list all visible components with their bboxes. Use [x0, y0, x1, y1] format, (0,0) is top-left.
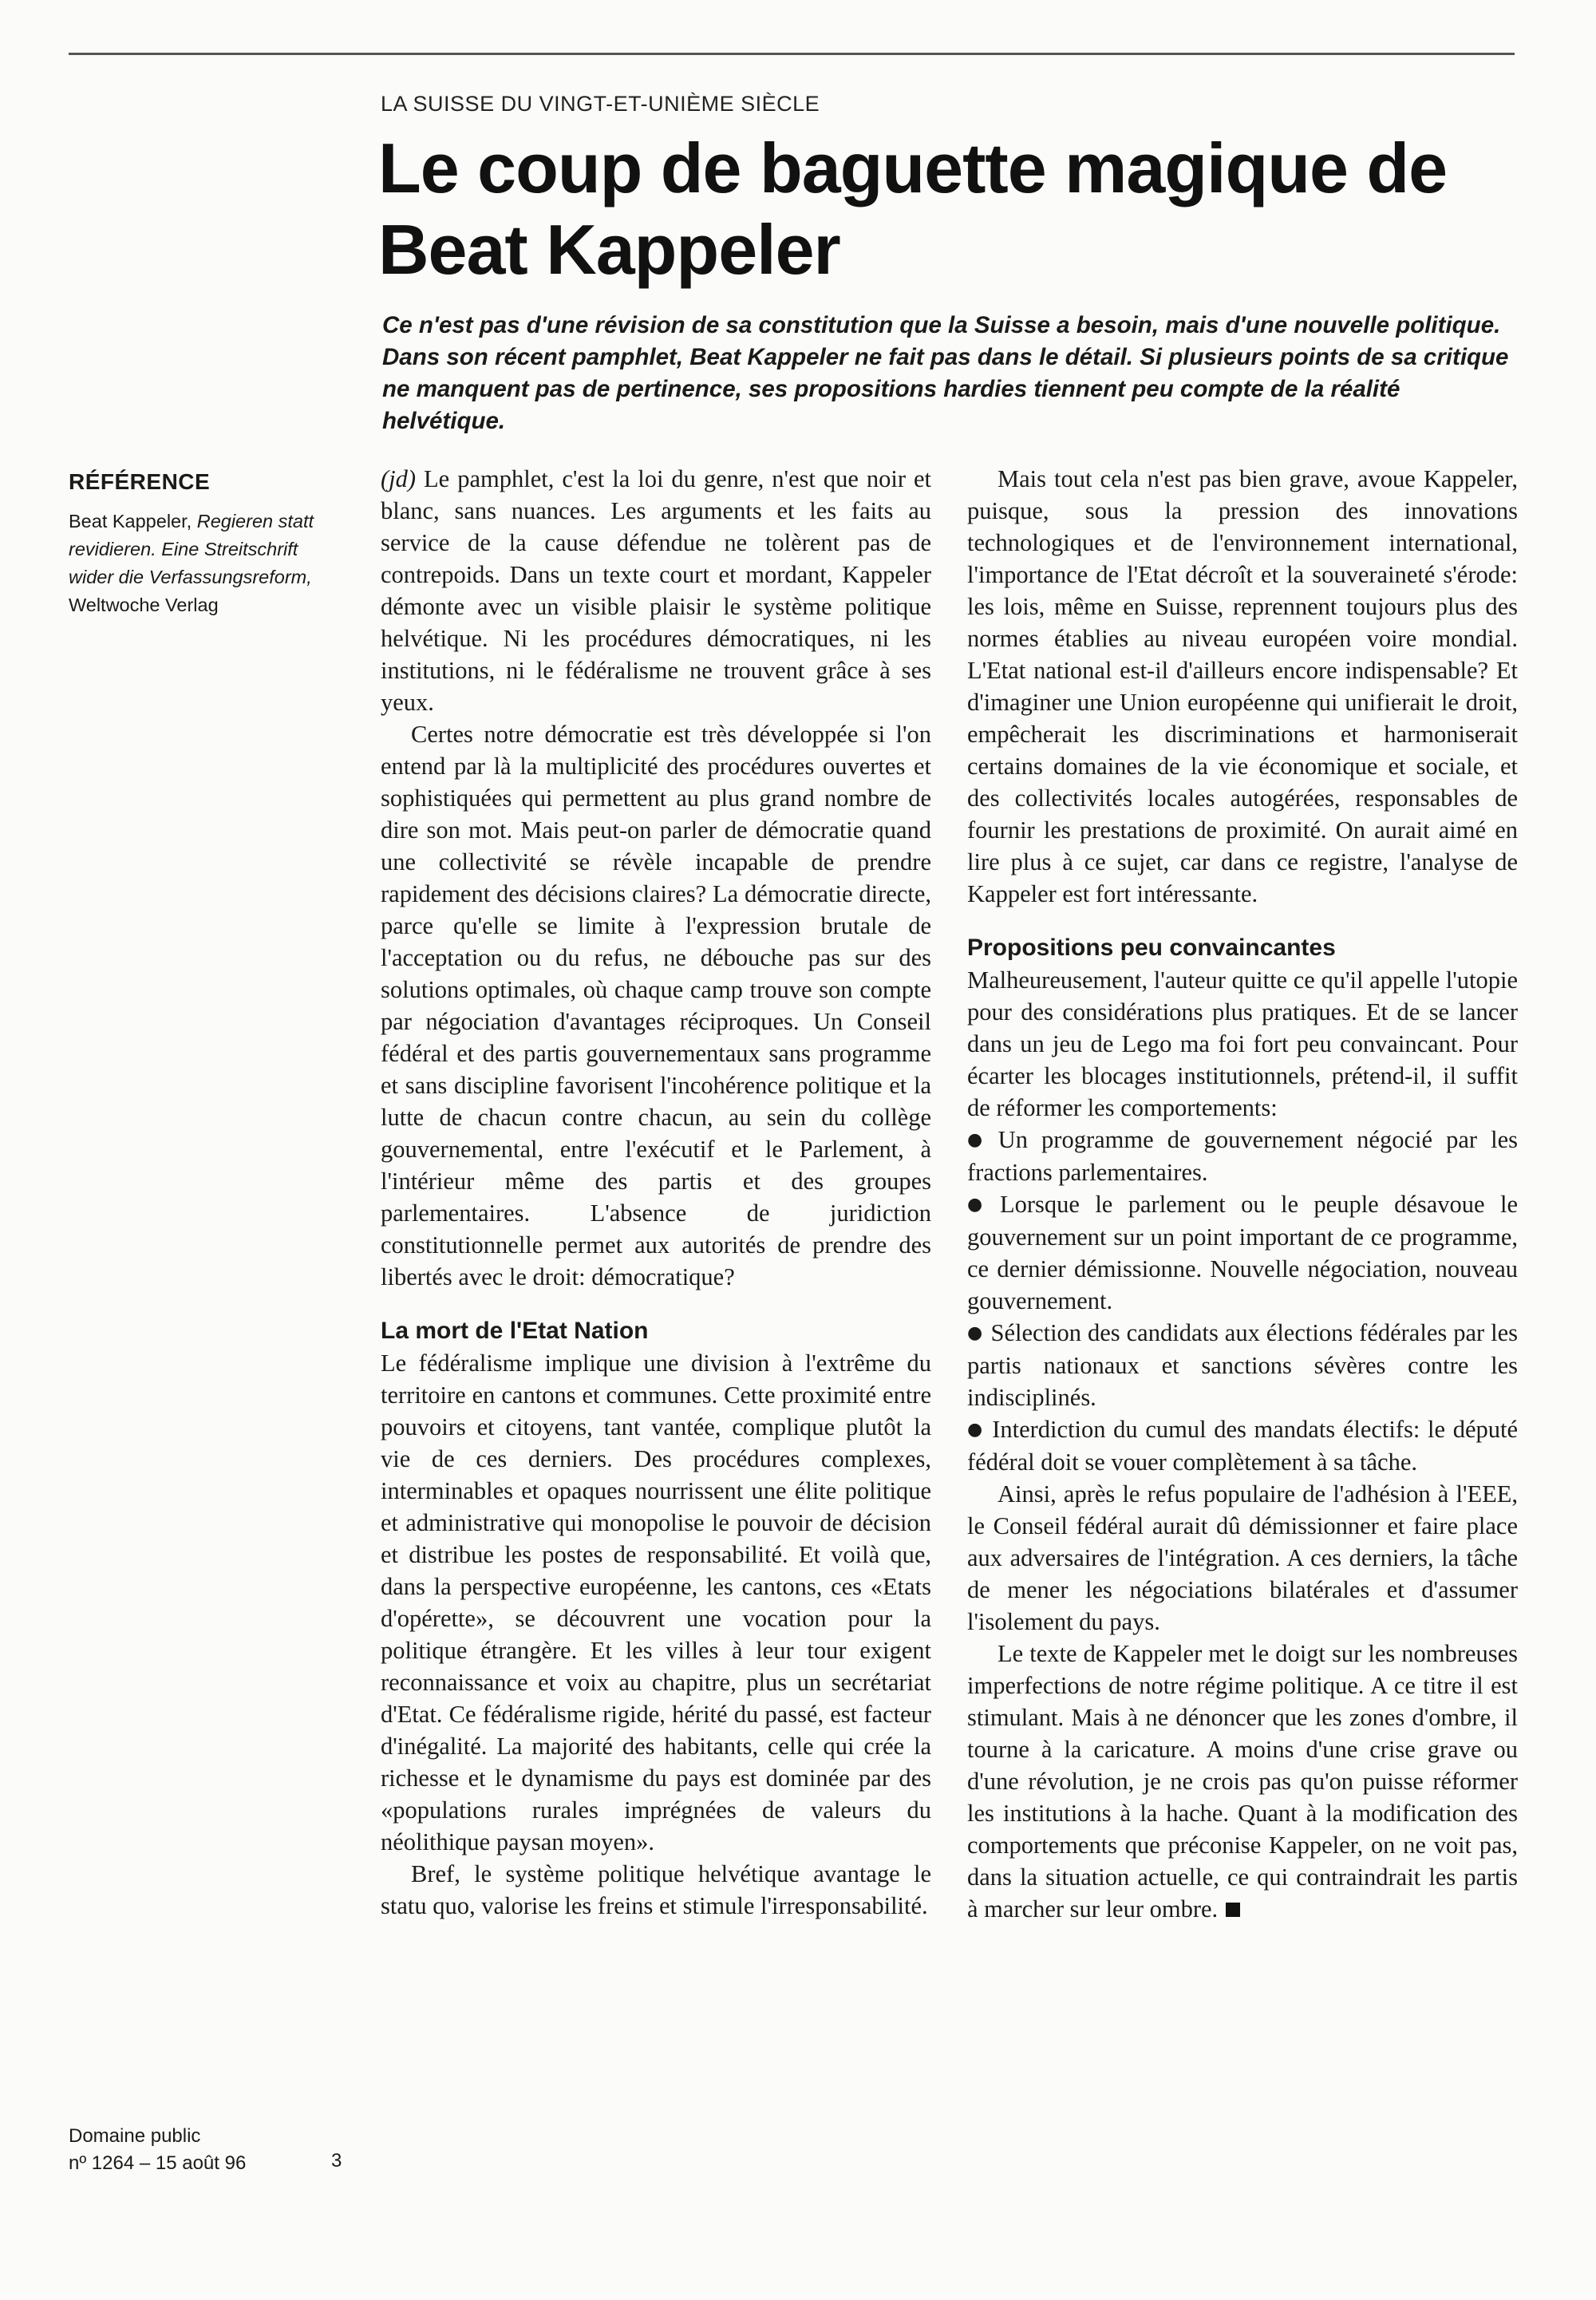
subheading-propositions: Propositions peu convaincantes: [967, 935, 1336, 961]
bullet-item: ● Un programme de gouvernement négocié par les fractions parlementaires.: [967, 1126, 1518, 1186]
article-column-1: [381, 463, 931, 1922]
section-kicker: LA SUISSE DU VINGT-ET-UNIÈME SIÈCLE: [381, 92, 820, 116]
reference-heading: RÉFÉRENCE: [69, 469, 211, 494]
reference-body: [69, 508, 332, 619]
end-of-article-icon: [1226, 1903, 1240, 1917]
paragraph: Bref, le système politique helvétique avantage le statu quo, valorise les freins et stimule l'irresponsabilité.: [381, 1860, 931, 1919]
paragraph-text: Le pamphlet, c'est la loi du genre, n'est que noir et blanc, sans nuances. Les arguments et les faits au service de la cause défendue ne tolèrent pas de contrepoids. Dans un texte court et mordant, Kappeler démonte avec un visible plaisir le système politique helvétique. Ni les procédures démocratiques, ni les institutions, ni le fédéralisme ne trouvent grâce à ses yeux.: [381, 465, 932, 716]
paragraph: Le fédéralisme implique une division à l'extrême du territoire en cantons et communes. Cette proximité entre pouvoirs et citoyens, tant vantée, complique plutôt la vie de ces derniers. Des procédures complexes, interminables et opaques nourrissent une élite politique et administrative qui monopolise le pouvoir de décision et distribue les postes de responsabilité. Et voilà que, dans la perspective européenne, les cantons, ces «Etats d'opérette», se découvrent une vocation pour la politique étrangère. Et les villes à leur tour exigent reconnaissance et voix au chapitre, plus un secrétariat d'Etat. Ce fédéralisme rigide, hérité du passé, est facteur d'inégalité. La majorité des habitants, celle qui crée la richesse et le dynamisme du pays est dominée par des «populations rurales imprégnées de valeurs du néolithique paysan moyen».: [381, 1350, 931, 1855]
paragraph: Malheureusement, l'auteur quitte ce qu'il appelle l'utopie pour des considérations plus pratiques. Et de se lancer dans un jeu de Lego ma foi fort peu convaincant. Pour écarter les blocages institutionnels, prétend-il, il suffit de réformer les comportements:: [967, 966, 1518, 1121]
top-rule: [69, 53, 1515, 55]
paragraph-text: Le texte de Kappeler met le doigt sur les nombreuses imperfections de notre régime politique. A ce titre il est stimulant. Mais à ne dénoncer que les zones d'ombre, il tourne à la caricature. A moins d'une crise grave ou d'une révolution, je ne crois pas qu'on puisse réformer les institutions à la hache. Quant à la modification des comportements que préconise Kappeler, on ne voit pas, dans la situation actuelle, ce qui contraindrait les partis à marcher sur leur ombre.: [967, 1640, 1518, 1923]
paragraph: [967, 1638, 1518, 1925]
bullet-item: ● Sélection des candidats aux élections fédérales par les partis nationaux et sanctions sévères contre les indisciplinés.: [967, 1319, 1518, 1411]
article-lead: Ce n'est pas d'une révision de sa constitution que la Suisse a besoin, mais d'une nouvelle politique. Dans son récent pamphlet, Beat Kappeler ne fait pas dans le détail. Si plusieurs points de sa critique ne manquent pas de pertinence, ses propositions hardies tiennent peu compte de la réalité helvétique.: [382, 312, 1509, 434]
reference-author: Beat Kappeler,: [69, 511, 192, 532]
author-initials: (jd): [381, 465, 417, 492]
issue-info: nº 1264 – 15 août 96: [69, 2152, 247, 2174]
footer-publication: [69, 2123, 246, 2177]
bullet-icon: ●: [967, 1420, 985, 1440]
paragraph: [381, 463, 931, 718]
paragraph: Certes notre démocratie est très développée si l'on entend par là la multiplicité des procédures ouvertes et sophistiquées qui permettent au plus grand nombre de dire son mot. Mais peut-on parler de démocratie quand une collectivité se révèle incapable de prendre rapidement des décisions claires? La démocratie directe, parce qu'elle se limite à l'expression brutale de l'acceptation ou du refus, ne débouche pas sur des solutions optimales, où chaque camp trouve son compte par négociation d'avantages réciproques. Un Conseil fédéral et des partis gouvernementaux sans programme et sans discipline favorisent l'incohérence politique et la lutte de chacun contre chacun, au sein du collège gouvernemental, entre l'exécutif et le Parlement, à l'intérieur même des partis et des groupes parlementaires. L'absence de juridiction constitutionnelle permet aux autorités de prendre des libertés avec le droit: démocratique?: [381, 721, 931, 1290]
paragraph: Ainsi, après le refus populaire de l'adhésion à l'EEE, le Conseil fédéral aurait dû démissionner et faire place aux adversaires de l'intégration. A ces derniers, la tâche de mener les négociations bilatérales et d'assumer l'isolement du pays.: [967, 1480, 1518, 1635]
bullet-item: ● Interdiction du cumul des mandats électifs: le député fédéral doit se vouer complètement à sa tâche.: [967, 1416, 1518, 1476]
bullet-icon: ●: [967, 1323, 983, 1343]
bullet-item: ● Lorsque le parlement ou le peuple désavoue le gouvernement sur un point important de ce programme, ce dernier démissionne. Nouvelle négociation, nouveau gouvernement.: [967, 1191, 1518, 1314]
bullet-icon: ●: [967, 1195, 992, 1215]
publication-name: Domaine public: [69, 2125, 201, 2147]
reference-book-title: Regieren statt revidieren. Eine Streitschrift wider die Verfassungsreform,: [69, 511, 314, 587]
subheading-etat-nation: La mort de l'Etat Nation: [381, 1318, 649, 1344]
article-title: Le coup de baguette magique de Beat Kappeler: [378, 128, 1448, 289]
paragraph: Mais tout cela n'est pas bien grave, avoue Kappeler, puisque, sous la pression des innovations technologiques et de l'environnement international, l'importance de l'Etat décroît et la souveraineté s'érode: les lois, même en Suisse, reprennent toujours plus des normes établies au niveau européen voire mondial. L'Etat national est-il d'ailleurs encore indispensable? Et d'imaginer une Union européenne qui unifierait le droit, empêcherait les discriminations et harmoniserait certains domaines de la vie économique et sociale, et des collectivités locales autogérées, responsables de fournir les prestations de proximité. On aurait aimé en lire plus à ce sujet, car dans ce registre, l'analyse de Kappeler est fort intéressante.: [967, 465, 1518, 907]
bullet-icon: ●: [967, 1130, 990, 1150]
reference-publisher: Weltwoche Verlag: [69, 595, 219, 615]
article-column-2: [967, 463, 1518, 1925]
page-number: 3: [331, 2150, 342, 2172]
